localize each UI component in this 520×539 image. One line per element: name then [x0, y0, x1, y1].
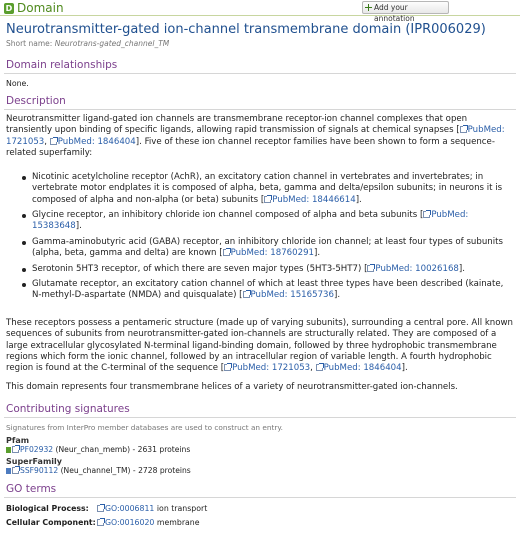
external-link-icon [223, 249, 230, 256]
go-term-row [6, 504, 207, 514]
signature-db-superfamily: SuperFamily [6, 457, 62, 466]
go-term-link[interactable]: GO:0016020 [105, 518, 155, 527]
description-heading: Description [6, 95, 66, 107]
list-item [20, 279, 514, 302]
go-term-name: ion transport [154, 504, 208, 513]
description-summary: This domain represents four transmembrane helices of a variety of neurotransmitter-gated ion-channels. [6, 382, 458, 392]
pubmed-link[interactable] [264, 195, 355, 205]
go-term-name: membrane [154, 518, 200, 527]
short-name-label: Short name: [6, 39, 53, 48]
signature-row [6, 445, 190, 455]
add-annotation-button[interactable] [362, 1, 449, 23]
signature-accession-link[interactable]: PF02932 [20, 445, 54, 454]
list-item-text: Glycine receptor, an inhibitory chloride ion channel composed of alpha and beta subunits [ [32, 210, 424, 221]
separator: , [310, 363, 316, 374]
plus-icon [365, 4, 372, 11]
intro-end-text: ]. Five of these ion channel receptor families have been shown to form a sequence-related superfamily: [6, 136, 495, 158]
list-item [20, 237, 514, 260]
divider [4, 497, 516, 498]
pubmed-link[interactable] [367, 264, 458, 274]
entry-type-label: Domain [17, 1, 64, 15]
list-item-end: ]. [334, 290, 341, 301]
list-item-text: Glutamate receptor, an excitatory cation channel of which at least three types have been described (kainate, N-methyl-D-aspartate (NMDA) and quisqualate) [ [32, 279, 504, 301]
pubmed-link[interactable] [316, 363, 402, 373]
pubmed-ref: PubMed: 1846404 [57, 136, 136, 147]
external-link-icon [97, 519, 104, 526]
divider [4, 109, 516, 110]
list-item [20, 172, 514, 206]
external-link-icon [50, 138, 57, 145]
go-category-label: Biological Process: [6, 504, 89, 513]
list-item-end: ]. [355, 194, 362, 205]
signatures-note: Signatures from InterPro member databases are used to construct an entry. [6, 423, 283, 432]
go-terms-heading: GO terms [6, 483, 57, 495]
external-link-icon [224, 364, 231, 371]
divider [4, 73, 516, 74]
receptor-family-list [20, 172, 514, 306]
structure-end-text: ]. [401, 363, 408, 374]
pubmed-ref: PubMed: 1721053 [6, 125, 505, 147]
external-link-icon [264, 196, 271, 203]
signatures-heading: Contributing signatures [6, 403, 130, 415]
list-item [20, 210, 514, 233]
signature-row [6, 466, 191, 476]
description-structure [6, 318, 514, 374]
go-category-label: Cellular Component: [6, 518, 96, 527]
structure-text: These receptors possess a pentameric structure (made up of varying subunits), surrounding a central pore. All known sequences of subunits from neurotransmitter-gated ion-channels are structurally related. They are composed of a large extracellular glycosylated N-terminal ligand-binding domain, followed by three hydrophobic transmembrane regions which form the ionic channel, followed by an intracellular region of variable length. A fourth hydrophobic region is found at the C-terminal of the sequence [ [6, 318, 513, 374]
pubmed-link[interactable] [243, 290, 334, 300]
domain-header-bar [0, 0, 520, 23]
signature-accession-link[interactable]: SSF90112 [20, 466, 59, 475]
page-title: Neurotransmitter-gated ion-channel transmembrane domain (IPR006029) [6, 22, 486, 37]
description-intro [6, 114, 514, 159]
pubmed-link[interactable] [50, 137, 136, 147]
short-name [6, 39, 169, 49]
external-link-icon [12, 446, 19, 453]
relationships-heading: Domain relationships [6, 59, 118, 71]
signature-detail: (Neu_channel_TM) - 2728 proteins [58, 466, 191, 475]
pubmed-ref: PubMed: 15165736 [250, 290, 334, 301]
separator: , [44, 136, 50, 147]
pubmed-ref: PubMed: 10026168 [375, 263, 459, 274]
pubmed-ref: PubMed: 1721053 [232, 363, 311, 374]
add-annotation-label: Add your annotation [374, 3, 415, 23]
pubmed-link[interactable] [224, 363, 310, 373]
superfamily-icon [6, 468, 11, 474]
external-link-icon [423, 211, 430, 218]
list-item-text: Gamma-aminobutyric acid (GABA) receptor, an inhibitory chloride ion channel; at least four types of subunits (alpha, beta, gamma and delta) are known [ [32, 236, 503, 259]
list-item-text: Nicotinic acetylcholine receptor (AchR), an excitatory cation channel in vertebrates and invertebrates; in vertebrate motor endplates it is composed of alpha, beta, gamma and delta/epsilon subunits; in neurons it is composed of alpha and non-alpha (or beta) subunits [ [32, 172, 503, 205]
external-link-icon [316, 364, 323, 371]
domain-type-icon: D [5, 4, 13, 13]
list-item-end: ]. [314, 248, 321, 259]
signature-detail: (Neur_chan_memb) - 2631 proteins [53, 445, 191, 454]
pubmed-ref: PubMed: 18446614 [272, 194, 356, 205]
external-link-icon [243, 291, 250, 298]
short-name-value: Neurotrans-gated_channel_TM [54, 39, 170, 48]
pubmed-ref: PubMed: 15383648 [32, 210, 469, 232]
external-link-icon [12, 467, 19, 474]
pubmed-link[interactable] [223, 248, 314, 258]
external-link-icon [460, 126, 467, 133]
go-term-link[interactable]: GO:0006811 [105, 504, 155, 513]
list-item-end: ]. [75, 221, 82, 232]
external-link-icon [97, 505, 104, 512]
list-item-text: Serotonin 5HT3 receptor, of which there are seven major types (5HT3-5HT7) [ [32, 263, 368, 274]
relationships-text: None. [6, 79, 29, 88]
pubmed-ref: PubMed: 1846404 [323, 363, 402, 374]
pubmed-ref: PubMed: 18760291 [230, 248, 315, 259]
intro-text: Neurotransmitter ligand-gated ion channels are transmembrane receptor-ion channel complexes that open transiently upon binding of specific ligands, allowing rapid transmission of signals at chemical synapses [ [6, 114, 468, 136]
list-item-end: ]. [458, 263, 465, 274]
external-link-icon [367, 265, 374, 272]
list-item [20, 264, 514, 275]
signature-db-pfam: Pfam [6, 436, 30, 445]
go-term-row [6, 518, 200, 528]
pfam-icon [6, 447, 11, 453]
divider [4, 417, 516, 418]
